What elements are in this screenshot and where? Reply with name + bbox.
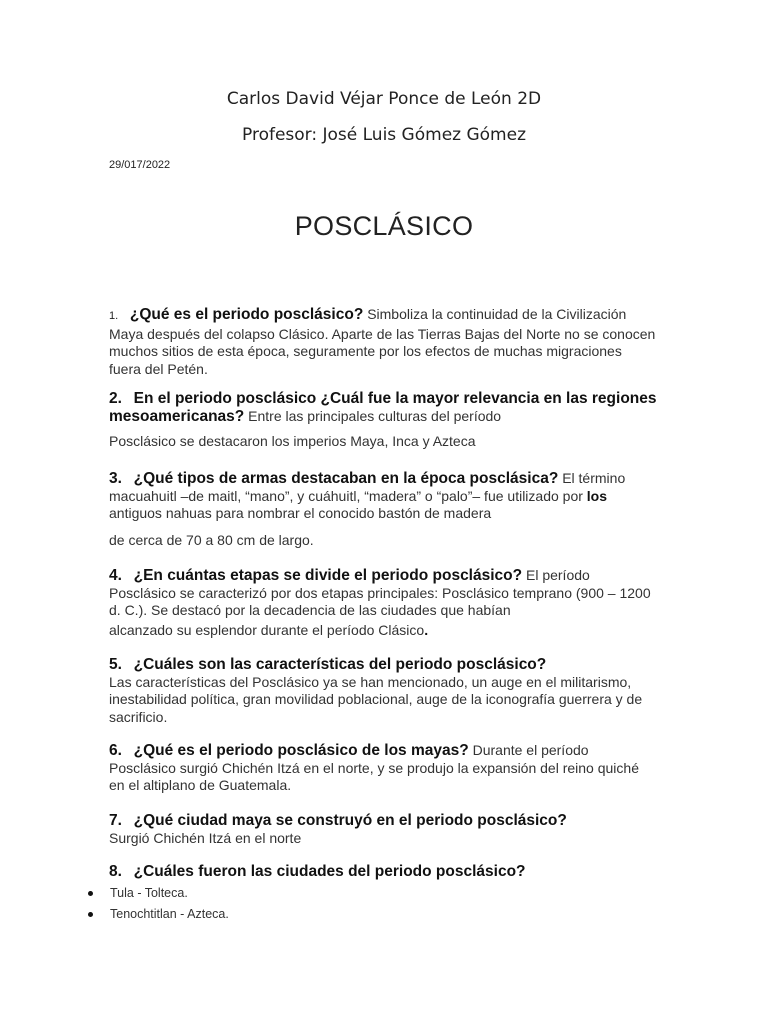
question-4-text: ¿En cuántas etapas se divide el periodo posclásico? [133, 567, 523, 584]
question-2-number: 2. [109, 390, 122, 407]
question-1-answer: Simboliza la continuidad de la Civilización Maya después del colapso Clásico. Aparte de las Tierras Bajas del Norte no se conocen muchos sitios de esta época, seguramente por los efectos de muchas migraciones fuera del Petén. [109, 306, 656, 377]
list-item [86, 904, 229, 925]
author-name: Carlos David Véjar Ponce de León 2D [226, 89, 542, 109]
question-6-number: 6. [109, 742, 122, 759]
question-1 [109, 306, 657, 378]
professor-name: Profesor: José Luis Gómez Gómez [242, 125, 526, 145]
question-3 [109, 470, 657, 549]
document-date: 29/017/2022 [109, 159, 171, 171]
question-7-text: ¿Qué ciudad maya se construyó en el periodo posclásico? [133, 812, 567, 829]
question-4-answer-part-1: El período Posclásico se caracterizó por dos etapas principales: Posclásico temprano (900 – 1200 d. C.). Se destacó por la decadencia de las ciudades que habían [109, 567, 651, 618]
question-4-answer-end: . [424, 621, 429, 638]
document-title: POSCLÁSICO [294, 211, 474, 241]
question-4 [109, 567, 657, 639]
question-8-number: 8. [109, 863, 122, 880]
question-2 [109, 390, 657, 451]
question-7-number: 7. [109, 812, 122, 829]
question-5-number: 5. [109, 656, 122, 673]
bullet-icon [88, 912, 93, 917]
question-3-answer-part-2: antiguos nahuas para nombrar el conocido bastón de madera [109, 505, 492, 521]
question-3-number: 3. [109, 470, 122, 487]
question-3-answer-part-3: de cerca de 70 a 80 cm de largo. [109, 531, 314, 548]
list-item [86, 883, 229, 904]
cities-list [86, 883, 229, 925]
question-5-text: ¿Cuáles son las características del periodo posclásico? [133, 656, 547, 673]
question-1-number: 1. [109, 310, 119, 322]
question-2-text: En el periodo posclásico ¿Cuál fue la mayor relevancia en las regiones mesoamericanas? [109, 390, 657, 425]
question-2-answer-part-2: Posclásico se destacaron los imperios Maya, Inca y Azteca [109, 433, 476, 449]
question-7 [109, 812, 657, 847]
question-3-answer-part-1: El término macuahuitl –de maitl, “mano”, y cuáhuitl, “madera” o “palo”– fue utilizado por [109, 470, 626, 504]
question-1-text: ¿Qué es el periodo posclásico? [129, 306, 364, 323]
question-8-text: ¿Cuáles fueron las ciudades del periodo posclásico? [133, 863, 526, 880]
question-4-number: 4. [109, 567, 122, 584]
question-6-answer: Durante el período Posclásico surgió Chichén Itzá en el norte, y se produjo la expansión del reino quiché en el altiplano de Guatemala. [109, 742, 639, 793]
question-3-text: ¿Qué tipos de armas destacaban en la época posclásica? [133, 470, 559, 487]
question-2-answer-part-1: Entre las principales culturas del período [248, 407, 502, 424]
question-3-answer-bold: los [586, 487, 608, 504]
question-5 [109, 656, 657, 726]
question-6 [109, 742, 657, 795]
list-item-text: Tula - Tolteca. [110, 886, 188, 900]
question-7-answer: Surgió Chichén Itzá en el norte [109, 829, 302, 846]
question-5-answer: Las características del Posclásico ya se han mencionado, un auge en el militarismo, inestabilidad política, gran movilidad poblacional, auge de la iconografía guerrera y de sacrificio. [109, 673, 643, 725]
list-item-text: Tenochtitlan - Azteca. [110, 907, 229, 921]
bullet-icon [88, 891, 93, 896]
question-8 [109, 863, 657, 881]
question-4-answer-part-2: alcanzado su esplendor durante el período Clásico [109, 621, 425, 638]
question-6-text: ¿Qué es el periodo posclásico de los mayas? [133, 742, 469, 759]
